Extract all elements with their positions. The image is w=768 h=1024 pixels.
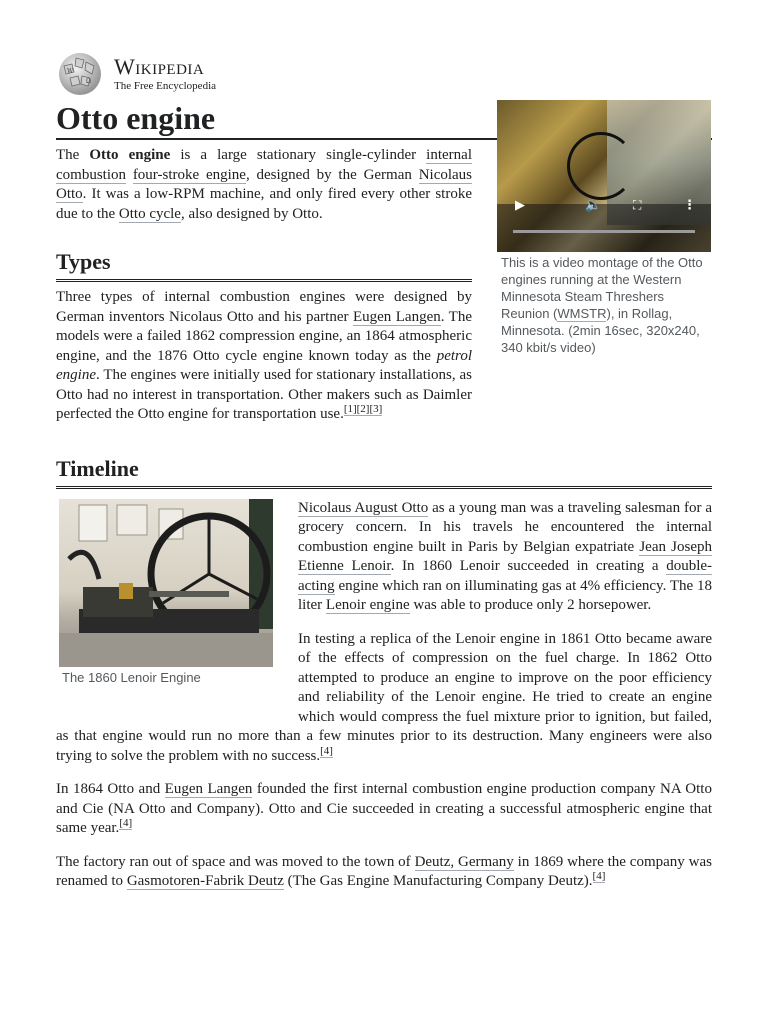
timeline-text: (The Gas Engine Manufacturing Company Deutz). (283, 873, 593, 889)
play-icon[interactable]: ▶ (515, 198, 525, 213)
link-lenoir-engine[interactable]: Lenoir engine (325, 597, 410, 613)
timeline-text: . In 1860 Lenoir succeeded in creating a (390, 558, 667, 574)
link-internal-combustion[interactable]: internal combustion (56, 147, 472, 183)
video-player[interactable] (497, 100, 711, 252)
lenoir-image-caption: The 1860 Lenoir Engine (62, 669, 201, 685)
svg-text:W: W (67, 68, 74, 75)
loading-spinner-icon (567, 132, 635, 200)
timeline-text: In 1864 Otto and (56, 781, 165, 797)
link-eugen-langen[interactable]: Eugen Langen (352, 308, 441, 325)
citation-4[interactable]: [4] (320, 744, 333, 757)
types-text: . The models were a failed 1862 compression engine, an 1864 atmospheric engine, and the 1876 Otto cycle engine known today as the (56, 308, 472, 364)
timeline-text: The factory ran out of space and was moved to the town of (56, 853, 415, 870)
volume-icon[interactable]: 🔈 (585, 198, 602, 213)
video-caption-text: ), in Rollag, Minnesota. (2min 16sec, 320x240, 340 kbit/s video) (501, 306, 700, 355)
link-eugen-langen-2[interactable]: Eugen Langen (164, 781, 253, 797)
svg-text:Ω: Ω (86, 78, 91, 85)
intro-text (126, 167, 133, 183)
fullscreen-icon[interactable]: ⛶ (633, 198, 642, 212)
lenoir-figure (56, 499, 298, 713)
intro-text: , designed by the German (245, 166, 419, 183)
intro-text: , also designed by Otto. (180, 205, 323, 222)
timeline-section (56, 499, 712, 892)
heading-types: Types (56, 248, 472, 282)
wikipedia-logo[interactable] (56, 52, 712, 96)
citation-4[interactable]: [4] (119, 817, 133, 829)
wikipedia-globe-icon (56, 52, 104, 96)
video-controls-overlay (497, 204, 711, 252)
wikipedia-tagline: The Free Encyclopedia (114, 79, 217, 92)
citation-2[interactable]: [2] (356, 403, 370, 415)
link-otto-cycle[interactable]: Otto cycle (118, 205, 181, 222)
link-four-stroke-engine[interactable]: four-stroke engine (132, 166, 246, 183)
lenoir-engine-image[interactable] (59, 499, 273, 667)
page-title: Otto engine (56, 99, 712, 140)
intro-section (56, 146, 472, 425)
timeline-text: in 1869 where the company was renamed to (56, 853, 712, 889)
types-text: . The engines were initially used for stationary installations, as Otto had no interest in transportation. Other makers such as Daimler perfected the Otto engine for transportation use. (56, 367, 472, 422)
timeline-paragraph-3 (56, 780, 712, 839)
video-progress-bar[interactable] (513, 230, 695, 233)
types-text: Three types of internal combustion engines were designed by German inventors Nicolaus Otto and his partner (56, 289, 472, 325)
wikipedia-wordmark: Wikipedia (114, 53, 205, 79)
link-double-acting[interactable]: double-acting (298, 558, 713, 594)
timeline-text: as a young man was a traveling salesman for a grocery concern. In his travels he encountered the internal combustion engine built in Paris by Belgian expatriate (298, 499, 712, 555)
link-deutz-germany[interactable]: Deutz, Germany (414, 853, 514, 870)
types-paragraph (56, 288, 472, 425)
more-icon[interactable]: ⋮ (683, 198, 696, 213)
intro-paragraph (56, 146, 472, 224)
intro-text: The (56, 147, 90, 163)
intro-text: . It was a low-RPM machine, and only fired every other stroke due to the (56, 186, 472, 222)
heading-timeline: Timeline (56, 455, 712, 489)
lenoir-engine-illustration (59, 499, 273, 667)
timeline-paragraph-4 (56, 853, 712, 892)
citation-3[interactable]: [3] (369, 403, 383, 415)
timeline-text: founded the first internal combustion engine production company NA Otto and Cie (NA Otto and Company). Otto and Cie succeeded in creating a successful atmospheric engine that same year. (56, 781, 712, 836)
video-caption (501, 254, 709, 356)
intro-bold-term: Otto engine (89, 147, 171, 163)
timeline-text: In testing a replica of the Lenoir engine in 1861 Otto became aware of the effects of compression on the fuel charge. In 1862 Otto attempted to produce an engine to improve on the poor efficiency and reliability of the Lenoir engine. He tried to create an engine which would compress the fuel mixture prior to ignition, but failed, as that engine would run no more than a few minutes prior to its destruction. Many engineers were also trying to solve the problem with no success. (56, 630, 712, 764)
types-italic-term: petrol engine (56, 347, 472, 383)
link-gasmotoren-fabrik-deutz[interactable]: Gasmotoren-Fabrik Deutz (126, 873, 284, 889)
timeline-text: was able to produce only 2 horsepower. (409, 597, 652, 613)
citation-1[interactable]: [1] (343, 403, 357, 415)
link-wmstr[interactable]: WMSTR (557, 306, 607, 321)
video-figure (497, 100, 711, 356)
link-nicolaus-august-otto[interactable]: Nicolaus August Otto (298, 499, 429, 516)
link-jean-joseph-etienne-lenoir[interactable]: Jean Joseph Etienne Lenoir (298, 538, 712, 574)
citation-4[interactable]: [4] (592, 870, 606, 882)
timeline-text: engine which ran on illuminating gas at 4% efficiency. The 18 liter (298, 577, 712, 613)
link-nicolaus-otto[interactable]: Nicolaus Otto (56, 166, 473, 202)
intro-text: is a large stationary single-cylinder (170, 147, 427, 163)
video-caption-text: This is a video montage of the Otto engines running at the Western Minnesota Steam Threshers Reunion ( (501, 255, 703, 321)
article (56, 0, 712, 892)
